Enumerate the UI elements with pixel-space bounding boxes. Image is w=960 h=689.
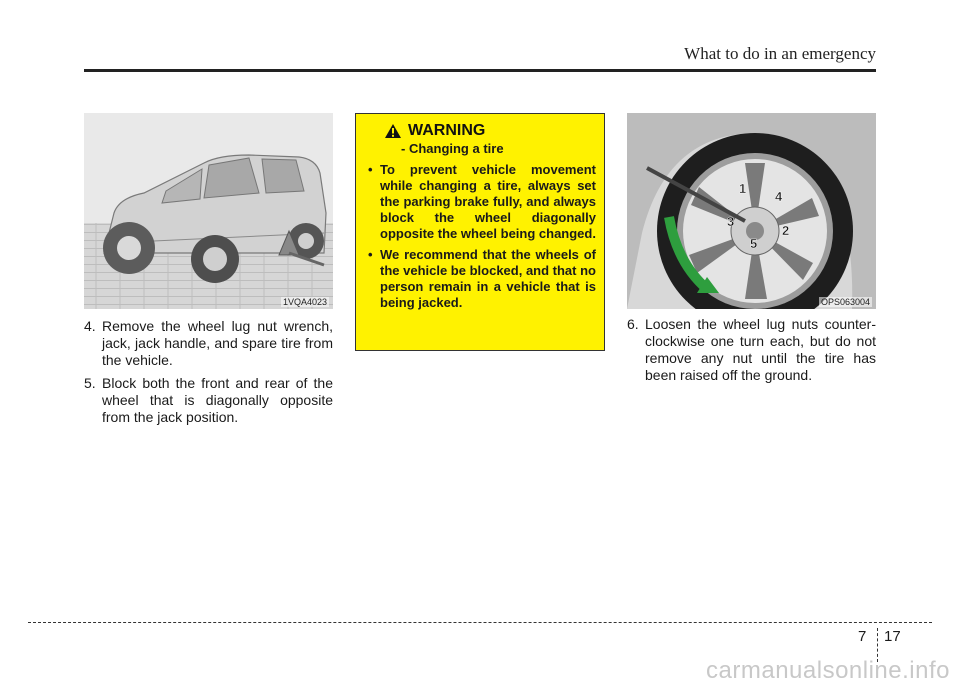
step-6 bbox=[627, 316, 876, 384]
figure-code-right: OPS063004 bbox=[820, 297, 870, 307]
lug-number-1: 1 bbox=[739, 181, 747, 196]
wheel-lug-nut-order-illustration bbox=[627, 113, 876, 309]
figure-code-left: 1VQA4023 bbox=[282, 297, 327, 307]
warning-item bbox=[366, 162, 596, 242]
figure-wheel-lug-nuts bbox=[627, 113, 876, 309]
step-text: Block both the front and rear of the wheel that is diagonally opposite from the jack position. bbox=[102, 375, 333, 425]
chapter-number: 7 bbox=[858, 628, 867, 645]
car-on-jack-illustration bbox=[84, 113, 333, 309]
lug-number-2: 2 bbox=[782, 223, 790, 238]
lug-number-5: 5 bbox=[750, 236, 758, 251]
warning-box bbox=[355, 113, 605, 351]
step-5 bbox=[84, 375, 333, 426]
warning-title: WARNING bbox=[408, 122, 486, 139]
step-text: Remove the wheel lug nut wrench, jack, jack handle, and spare tire from the vehicle. bbox=[102, 318, 333, 368]
header-rule bbox=[84, 69, 876, 72]
step-number: 6. bbox=[627, 316, 639, 332]
bullet-icon: • bbox=[368, 162, 373, 177]
page-number: 17 bbox=[884, 628, 901, 645]
lug-number-3: 3 bbox=[727, 214, 735, 229]
warning-item-text: To prevent vehicle movement while changing a tire, always set the parking brake fully, and always block the wheel diagonally opposite the wheel being changed. bbox=[380, 162, 596, 241]
lug-number-4: 4 bbox=[775, 189, 783, 204]
steps-right bbox=[627, 316, 876, 390]
warning-subtitle: - Changing a tire bbox=[401, 141, 504, 156]
step-4 bbox=[84, 318, 333, 369]
warning-item bbox=[366, 247, 596, 311]
bullet-icon: • bbox=[368, 247, 373, 262]
footer-rule bbox=[28, 622, 932, 623]
watermark: carmanualsonline.info bbox=[706, 657, 950, 684]
warning-heading bbox=[384, 122, 596, 140]
section-title: What to do in an emergency bbox=[684, 44, 876, 63]
step-number: 4. bbox=[84, 318, 96, 334]
steps-left bbox=[84, 318, 333, 432]
warning-triangle-icon bbox=[384, 123, 402, 139]
figure-car-on-jack bbox=[84, 113, 333, 309]
step-number: 5. bbox=[84, 375, 96, 391]
warning-item-text: We recommend that the wheels of the vehicle be blocked, and that no person remain in a vehicle that is being jacked. bbox=[380, 247, 596, 310]
step-text: Loosen the wheel lug nuts counter-clockwise one turn each, but do not remove any nut until the tire has been raised off the ground. bbox=[645, 316, 876, 383]
